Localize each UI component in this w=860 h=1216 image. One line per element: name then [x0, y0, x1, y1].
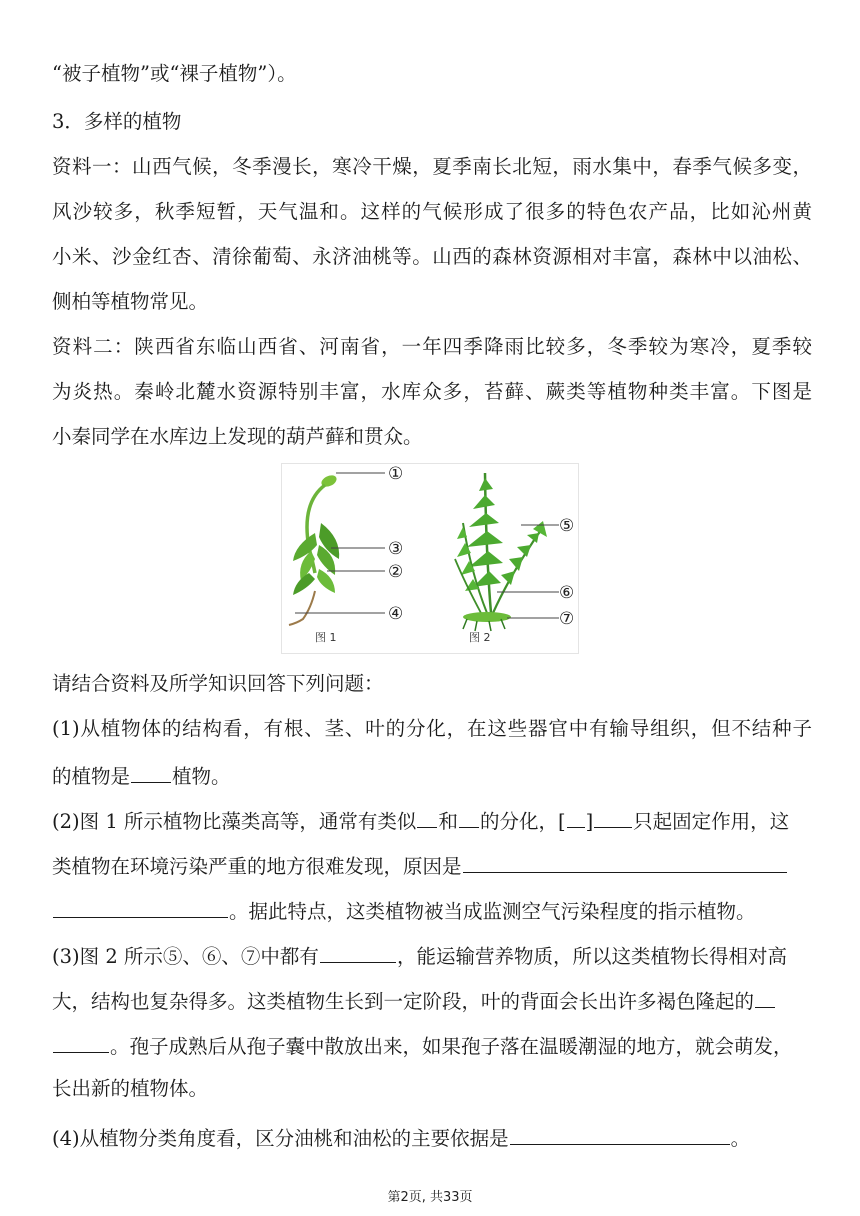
q3-text-d: 。孢子成熟后从孢子囊中散放出来，如果孢子落在温暖潮湿的地方，就会萌发， [110, 1035, 793, 1058]
q2-line-1 [52, 807, 812, 834]
q2-blank-3[interactable] [567, 807, 585, 828]
q4-line [52, 1124, 812, 1151]
material-1-line-1: 资料一：山西气候，冬季漫长，寒冷干燥，夏季南长北短，雨水集中，春季气候多变， [52, 155, 812, 178]
q1-line-2 [52, 762, 812, 789]
label-7: ⑦ [559, 609, 575, 629]
question-prompt: 请结合资料及所学知识回答下列问题： [52, 672, 384, 695]
plant-figure [281, 463, 579, 654]
q4-blank[interactable] [510, 1124, 730, 1145]
q2-blank-6[interactable] [53, 897, 228, 918]
section-heading: 3．多样的植物 [52, 110, 182, 133]
q4-text-b: 。 [730, 1127, 751, 1150]
label-4: ④ [388, 604, 404, 624]
q2-text-f: 类植物在环境污染严重的地方很难发现，原因是 [52, 855, 462, 878]
q1-line-1: (1)从植物体的结构看，有根、茎、叶的分化，在这些器官中有输导组织，但不结种子 [52, 717, 812, 740]
q2-blank-4[interactable] [594, 807, 632, 828]
q1-text-b: 植物。 [172, 765, 231, 788]
label-6: ⑥ [559, 583, 575, 603]
q2-text-e: 只起固定作用，这 [633, 810, 790, 833]
q3-text-c: 大，结构也复杂得多。这类植物生长到一定阶段，叶的背面会长出许多褐色隆起的 [52, 990, 755, 1013]
q3-blank-1[interactable] [320, 942, 396, 963]
q3-line-2 [52, 987, 812, 1014]
label-3: ③ [388, 539, 404, 559]
q3-blank-2a[interactable] [755, 987, 775, 1008]
plant-figure-svg [281, 463, 579, 654]
label-1: ① [388, 464, 404, 484]
q2-blank-5[interactable] [463, 852, 787, 873]
q2-text-d: ] [585, 810, 594, 833]
q2-line-3 [52, 897, 812, 924]
label-5: ⑤ [559, 516, 575, 536]
q3-line-1 [52, 942, 812, 969]
material-2-line-1: 资料二：陕西省东临山西省、河南省，一年四季降雨比较多，冬季较为寒冷，夏季较 [52, 335, 812, 358]
label-2: ② [388, 562, 404, 582]
material-1-line-3: 小米、沙金红杏、清徐葡萄、永济油桃等。山西的森林资源相对丰富，森林中以油松、 [52, 245, 812, 268]
q2-line-2 [52, 852, 812, 879]
q1-answer-blank[interactable] [131, 762, 171, 783]
caption-figure-2: 图 2 [469, 631, 491, 644]
q3-line-3 [52, 1032, 812, 1059]
q2-blank-2[interactable] [459, 807, 479, 828]
material-1-line-2: 风沙较多，秋季短暂，天气温和。这样的气候形成了很多的特色农产品，比如沁州黄 [52, 200, 812, 223]
q2-text-c: 的分化，[ [479, 810, 566, 833]
q3-text-b: ，能运输营养物质，所以这类植物长得相对高 [396, 945, 787, 968]
page-number: 第2页, 共33页 [387, 1190, 473, 1205]
q2-text-b: 和 [438, 810, 458, 833]
material-2-line-3: 小秦同学在水库边上发现的葫芦藓和贯众。 [52, 425, 423, 448]
q1-text-a: 的植物是 [52, 765, 131, 788]
q2-text-g: 。据此特点，这类植物被当成监测空气污染程度的指示植物。 [229, 900, 756, 923]
q2-blank-1[interactable] [417, 807, 437, 828]
q3-line-4: 长出新的植物体。 [52, 1077, 209, 1100]
q4-text-a: (4)从植物分类角度看，区分油桃和油松的主要依据是 [52, 1127, 509, 1150]
material-2-line-2: 为炎热。秦岭北麓水资源特别丰富，水库众多，苔藓、蕨类等植物种类丰富。下图是 [52, 380, 812, 403]
caption-figure-1: 图 1 [315, 631, 337, 644]
q2-text-a: (2)图 1 所示植物比藻类高等，通常有类似 [52, 810, 417, 833]
continuation-text: “被子植物”或“裸子植物”）。 [52, 62, 297, 85]
q3-text-a: (3)图 2 所示⑤、⑥、⑦中都有 [52, 945, 319, 968]
q3-blank-2b[interactable] [53, 1032, 109, 1053]
material-1-line-4: 侧柏等植物常见。 [52, 290, 209, 313]
